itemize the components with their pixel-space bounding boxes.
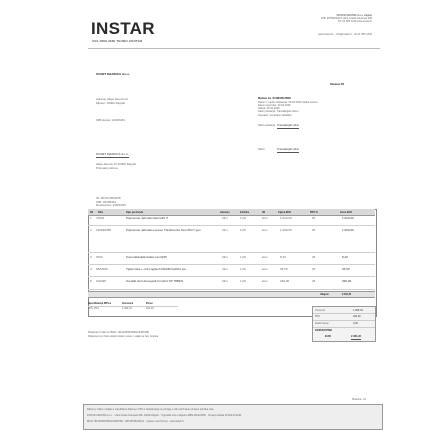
buyer-address [96,98,196,105]
form-type-label: Obrazac R1 [330,83,345,86]
recipient-line: Primatelj računa [96,166,118,170]
cell-rb: 1 [90,217,92,220]
totals-box [312,306,376,342]
invoice-number: Račun br. 5136/05/4506 [258,97,291,100]
buyer-block [96,73,216,77]
col-sifra: Šifra [98,210,104,214]
payment-label: Način plaćanja [258,124,276,127]
legal-footer [83,404,383,430]
recipient-block [96,145,206,170]
cell-iznos: 1.099,00 [342,229,354,232]
buyer-oib: OIB kupca: 22345461 [96,119,126,122]
cell-jm: kom [262,256,268,259]
meta-line: Dostavnica: 135/24/25 [96,204,126,208]
total-value: 1.969,04 [353,309,363,312]
invoice-info-line: Operater: Centralno skladište [258,113,292,117]
note-line: Plaćanje izvršiti na IBAN: HR1234567890123456789 [88,331,149,334]
buyer-line: Mjesto: 10000 Zagreb [96,101,126,105]
cell-jamstvo: 24m [222,256,228,259]
cell-jm: kom [262,280,268,283]
col-jm: JM [262,210,266,214]
tax-header: Specifikacija PDV-a [88,302,112,305]
totals-divider [313,327,375,328]
cell-cijena: 25,90 [280,268,288,271]
table-row [88,226,375,253]
cell-sifra: 190030088 [96,229,112,232]
company-logo: INSTAR [91,19,155,38]
cell-jamstvo: 24m [222,229,228,232]
table-row [88,277,375,290]
company-tagline: VAŠ OMILJENI TEHNO CENTAR [92,40,143,43]
cell-opis: Tipkovnica + miš Logitech MK235 bežični set [126,268,186,271]
cell-iznos: 25,90 [342,268,350,271]
buyer-line: Adresa: Aleja Javora 13 [96,98,128,101]
total-label: PDV [315,315,321,318]
cell-opis: Prijenosno računalo Dell G15 i7 [126,217,169,220]
footer-line: Račun je izdan u skladu s odredbama Zakona o PDV-u. Reklamacije se primaju u roku od 8 dana od dana primitka robe. [87,408,215,411]
grand-total-currency: EUR [325,335,331,338]
cell-rb: 3 [90,256,92,259]
grand-total-value: 2.461,30 [351,335,362,338]
cell-iznos: 8,40 [342,256,348,259]
table-row [88,265,375,277]
cell-pdv: 25 [312,217,316,220]
cell-pdv: 25 [312,280,316,283]
recipient-line: Aleja Javora 13 10000 Zagreb [96,163,137,166]
cell-iznos: 299,00 [342,280,352,283]
cell-rb: 4 [90,268,92,271]
footer-line: INSTAR CENTAR d.o.o. · Ulica Grada Vukovara 269, 10000 Zagreb · Trgovački sud u Zagrebu MBS 080123456 · Temeljni kapital 20.000,00 EUR [87,414,242,417]
tax-divider [88,306,178,307]
meta-line: ID: 4872/135/2025 [96,197,121,200]
meta-line: OIB: 22345461 [96,200,117,204]
tax-amount: 492,26 [146,307,154,310]
cell-jamstvo: 24m [222,268,228,271]
cell-jamstvo: 24m [222,280,228,283]
subtotal-row [88,291,375,298]
cell-opis: Prijenosno računalo Lenovo ThinkCentre Neo 50t i7 gen [126,229,201,232]
tax-base: 1.969,04 [122,307,132,310]
tax-summary [88,302,208,314]
cell-sifra: 100495 [96,280,107,283]
cell-iznos: 1.029,00 [342,217,354,220]
cell-jm: kom [262,268,268,271]
cell-pdv: 25 [312,256,316,259]
payment-method-2 [258,148,338,152]
totals-divider [313,320,375,321]
cell-sifra: 3043 [96,256,103,259]
header-divider [88,48,380,49]
table-row [88,253,375,265]
cell-cijena: 299,00 [280,280,290,283]
cell-cijena: 1.029,00 [280,217,292,220]
totals-divider [313,313,375,314]
cell-sifra: 6822396 [96,268,108,271]
company-line: Tel: 01 555 1234 www.instar.hr [337,20,372,24]
col-iznos: Iznos EUR [340,210,352,214]
total-value: 0,00 [353,322,358,325]
cell-pdv: 25 [312,229,316,232]
total-value: 492,26 [353,315,361,318]
recipient-line: SVIJET MAŠKICA d.o.o. [96,153,129,157]
grand-total-label: SVEUKUPNO [315,329,333,332]
tax-header: Osnovica [122,302,134,305]
notes-block [88,331,288,338]
invoice-info-line: Datum i mjesto izdavanja: 20.03.2025 Velika Gorica [258,100,318,104]
cell-jm: kom [262,229,268,232]
cell-rb: 2 [90,229,92,232]
meta-block [96,197,196,208]
payment-value: Transakcijski račun [277,124,300,127]
cell-cijena: 8,40 [280,256,286,259]
cell-jamstvo: 24m [222,217,228,220]
subtotal-value: 2.461,30 [342,293,352,296]
footer-line: IBAN: HR1234567890123456789 · OIB 98765432101 · Uprava: Ivan Horvat · www.instar.hr [87,420,184,423]
company-line: INSTAR CENTAR d.o.o. Zagreb [336,14,372,17]
cell-opis: Komunikacijski kabel Lan Rj45 [126,256,167,259]
cell-kolicina: 1,00 [240,229,246,232]
invoice-info [258,97,368,117]
col-cijena: Cijena EUR [278,210,291,214]
cell-jm: kom [262,217,268,220]
payment-value: Transakcijski račun [277,148,300,151]
cell-rb: 5 [90,280,92,283]
tax-header: Porez [146,302,153,305]
col-opis: Opis proizvoda [126,210,144,214]
cell-opis: Uredski stol Honeywell Comfort XP 7889/S [126,280,183,283]
invoice-info-line: Način plaćanja: Transakcijski račun [258,110,299,114]
note-line: Dokument je izdan elektronskim putem i valjan je bez potpisa [88,334,159,338]
cell-kolicina: 1,00 [240,280,246,283]
col-pdv: PDV % [310,210,318,214]
buyer-name: SVIJET MAŠKICA d.o.o. [96,73,130,76]
payment-label: Način [258,148,265,151]
cell-kolicina: 1,00 [240,256,246,259]
table-row [88,216,375,226]
cell-pdv: 25 [312,268,316,271]
invoice-info-line: Datum isporuke: 20.03.2025 [258,103,291,107]
cell-cijena: 1.099,00 [280,229,292,232]
total-label: Osnovica [315,309,326,312]
cell-sifra: 70001 [96,217,105,220]
company-contact: www.instar.hr · info@instar.hr · tel 01 555 1234 [318,33,372,36]
col-kolicina: Količina [240,210,250,214]
cell-kolicina: 1,00 [240,217,246,220]
company-line: OIB: 98765432101 Ulica Grada Vukovara 269 [321,17,372,21]
invoice-info-line: Valuta: 20.03.2025 [258,107,280,111]
total-label: Zaokruženje [315,322,329,325]
cell-kolicina: 1,00 [240,268,246,271]
subtotal-label: Ukupno [320,293,329,296]
company-address-block [300,14,372,32]
tax-rate: PDV 25% [88,307,99,310]
col-rb: Rb [90,210,94,214]
items-table-header [88,209,375,216]
col-jamstvo: Jamstvo [220,210,230,214]
page-number: Stranica: 1/1 [352,398,367,401]
payment-method [258,124,338,128]
